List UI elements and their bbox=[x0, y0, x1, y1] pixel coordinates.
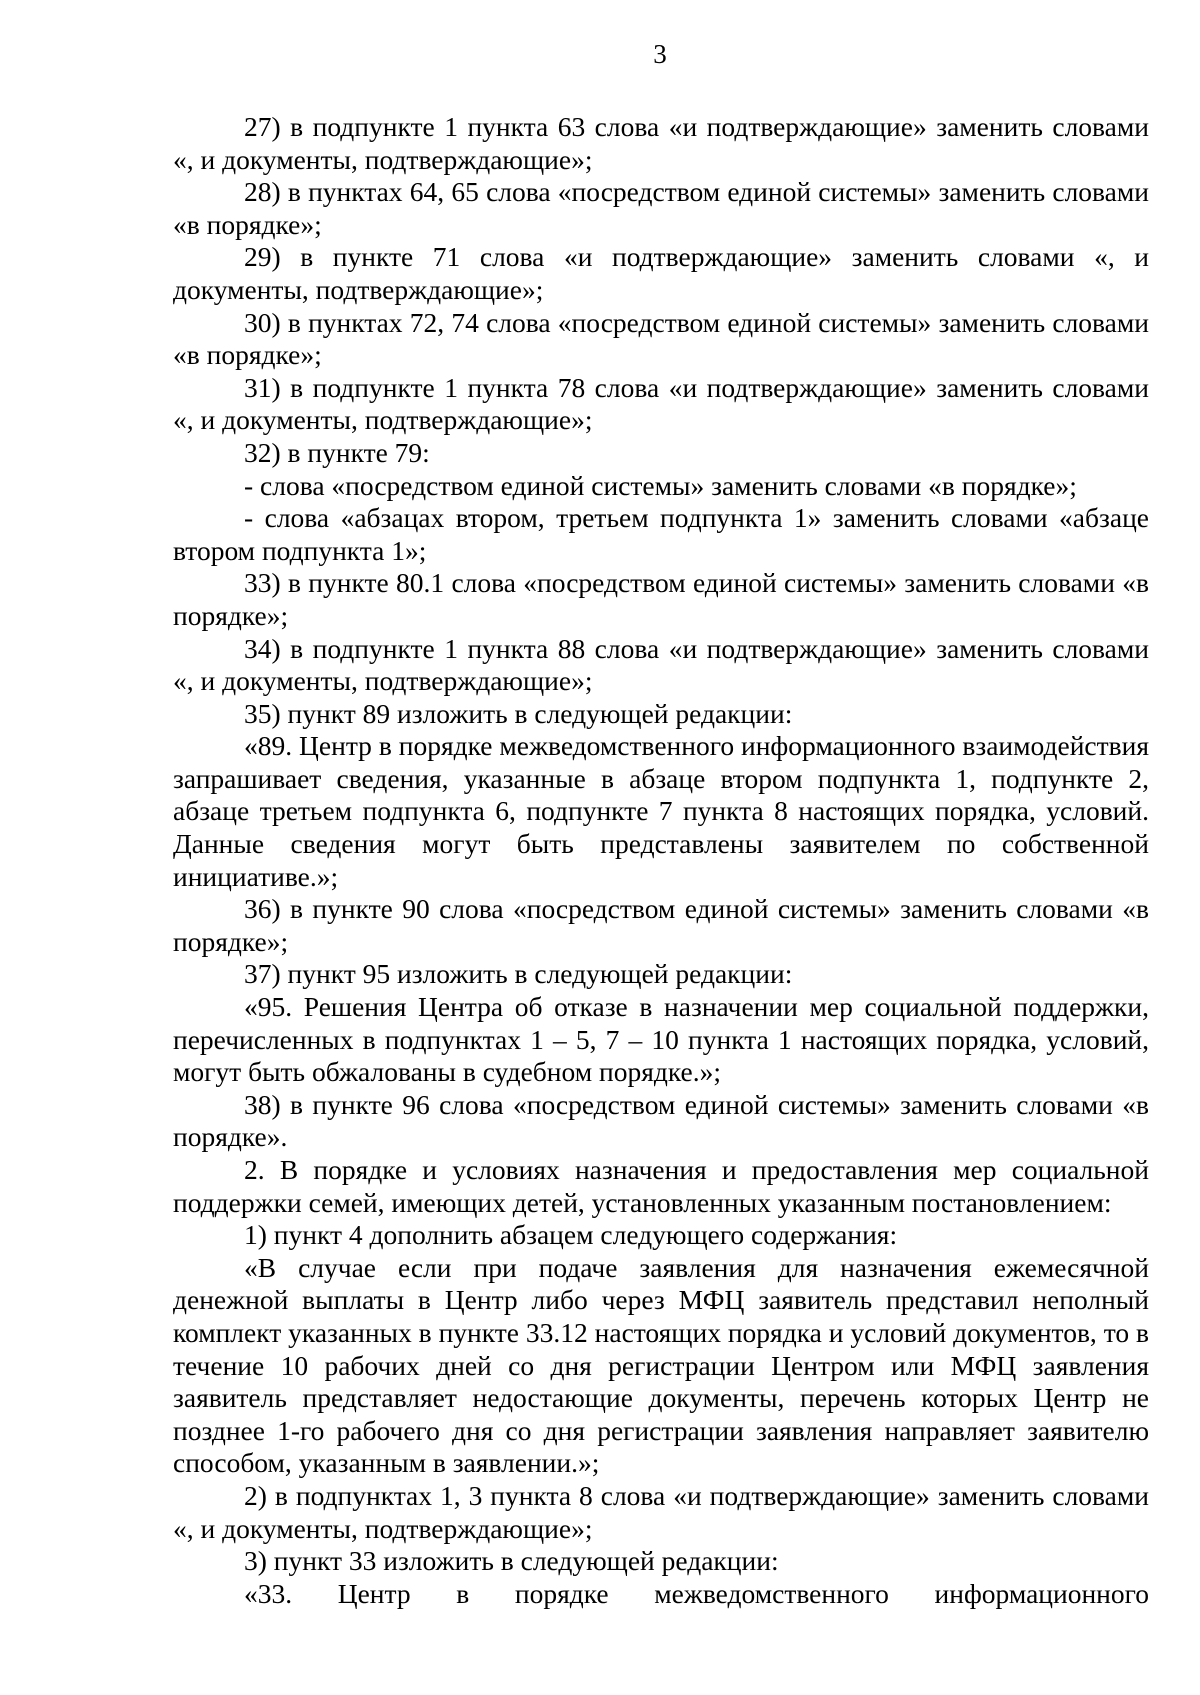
paragraph: 37) пункт 95 изложить в следующей редакции: bbox=[244, 958, 793, 990]
paragraph: 38) в пункте 96 слова «посредством единой системы» заменить словами «в порядке». bbox=[173, 1088, 1149, 1153]
paragraph: 34) в подпункте 1 пункта 88 слова «и подтверждающие» заменить словами «, и документы, подтверждающие»; bbox=[173, 632, 1149, 697]
paragraph: 35) пункт 89 изложить в следующей редакции: bbox=[244, 697, 793, 729]
paragraph: «89. Центр в порядке межведомственного информационного взаимодействия запрашивает сведения, указанные в абзаце втором подпункта 1, подпункте 2, абзаце третьем подпункта 6, подпункте 7 пункта 8 настоящих порядка, условий. Данные сведения могут быть представлены заявителем по собственной инициативе.»; bbox=[173, 730, 1149, 892]
paragraph: 36) в пункте 90 слова «посредством единой системы» заменить словами «в порядке»; bbox=[173, 893, 1149, 957]
paragraph: 1) пункт 4 дополнить абзацем следующего содержания: bbox=[244, 1219, 898, 1251]
paragraph: - слова «посредством единой системы» заменить словами «в порядке»; bbox=[244, 469, 1077, 501]
paragraph: 33) в пункте 80.1 слова «посредством единой системы» заменить словами «в порядке»; bbox=[173, 567, 1149, 631]
paragraph: «95. Решения Центра об отказе в назначении мер социальной поддержки, перечисленных в подпунктах 1 – 5, 7 – 10 пункта 1 настоящих порядка, условий, могут быть обжалованы в судебном порядке.»; bbox=[173, 991, 1149, 1088]
paragraph: 27) в подпункте 1 пункта 63 слова «и подтверждающие» заменить словами «, и документы, подтверждающие»; bbox=[173, 111, 1149, 175]
paragraph: 31) в подпункте 1 пункта 78 слова «и подтверждающие» заменить словами «, и документы, подтверждающие»; bbox=[173, 371, 1149, 436]
paragraph: 29) в пункте 71 слова «и подтверждающие» заменить словами «, и документы, подтверждающие»; bbox=[173, 241, 1149, 305]
paragraph: 32) в пункте 79: bbox=[244, 436, 430, 468]
document-body bbox=[173, 111, 1149, 1610]
paragraph: 30) в пунктах 72, 74 слова «посредством единой системы» заменить словами «в порядке»; bbox=[173, 306, 1149, 371]
paragraph: 3) пункт 33 изложить в следующей редакции: bbox=[244, 1545, 779, 1577]
paragraph: 2. В порядке и условиях назначения и предоставления мер социальной поддержки семей, имеющих детей, установленных указанным постановлением: bbox=[173, 1154, 1149, 1218]
paragraph: «В случае если при подаче заявления для назначения ежемесячной денежной выплаты в Центр либо через МФЦ заявитель представил неполный комплект указанных в пункте 33.12 настоящих порядка и условий документов, то в течение 10 рабочих дней со дня регистрации Центром или МФЦ заявления заявитель представляет недостающие документы, перечень которых Центр не позднее 1-го рабочего дня со дня регистрации заявления направляет заявителю способом, указанным в заявлении.»; bbox=[173, 1251, 1149, 1479]
paragraph: - слова «абзацах втором, третьем подпункта 1» заменить словами «абзаце втором подпункта 1»; bbox=[173, 502, 1149, 566]
paragraph: «33. Центр в порядке межведомственного информационного bbox=[244, 1577, 1149, 1609]
paragraph: 2) в подпунктах 1, 3 пункта 8 слова «и подтверждающие» заменить словами «, и документы, подтверждающие»; bbox=[173, 1479, 1149, 1544]
paragraph: 28) в пунктах 64, 65 слова «посредством единой системы» заменить словами «в порядке»; bbox=[173, 176, 1149, 240]
page-number: 3 bbox=[653, 39, 667, 69]
